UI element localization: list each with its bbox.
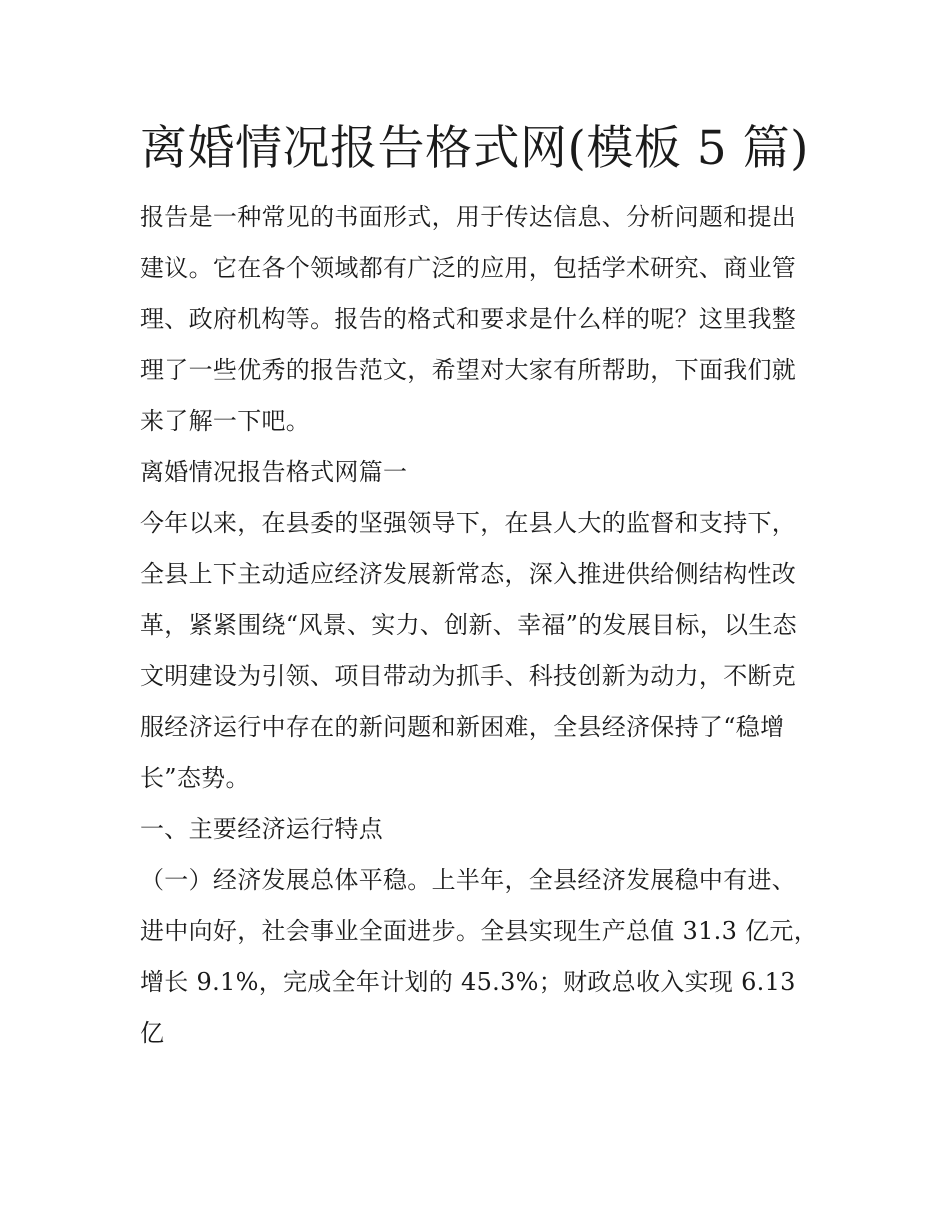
section-heading-part-one: 离婚情况报告格式网篇一 [140,458,408,486]
document-page [140,112,820,1059]
body-paragraph-economy: （一）经济发展总体平稳。上半年，全县经济发展稳中有进、进中向好，社会事业全面进步。全县实现生产总值 31.3 亿元，增长 9.1%，完成全年计划的 45.3%；财政总收入实现 6.13 亿 [140,866,818,1047]
intro-paragraph: 报告是一种常见的书面形式，用于传达信息、分析问题和提出建议。它在各个领域都有广泛的应用，包括学术研究、商业管理、政府机构等。报告的格式和要求是什么样的呢？这里我整理了一些优秀的报告范文，希望对大家有所帮助，下面我们就来了解一下吧。 [140,203,797,435]
section-heading-economic-features: 一、主要经济运行特点 [140,815,383,843]
document-title: 离婚情况报告格式网(模板 5 篇) [140,121,809,176]
body-paragraph: 今年以来，在县委的坚强领导下，在县人大的监督和支持下，全县上下主动适应经济发展新常态，深入推进供给侧结构性改革，紧紧围绕“风景、实力、创新、幸福”的发展目标，以生态文明建设为引领、项目带动为抓手、科技创新为动力，不断克服经济运行中存在的新问题和新困难，全县经济保持了“稳增长”态势。 [140,509,797,792]
